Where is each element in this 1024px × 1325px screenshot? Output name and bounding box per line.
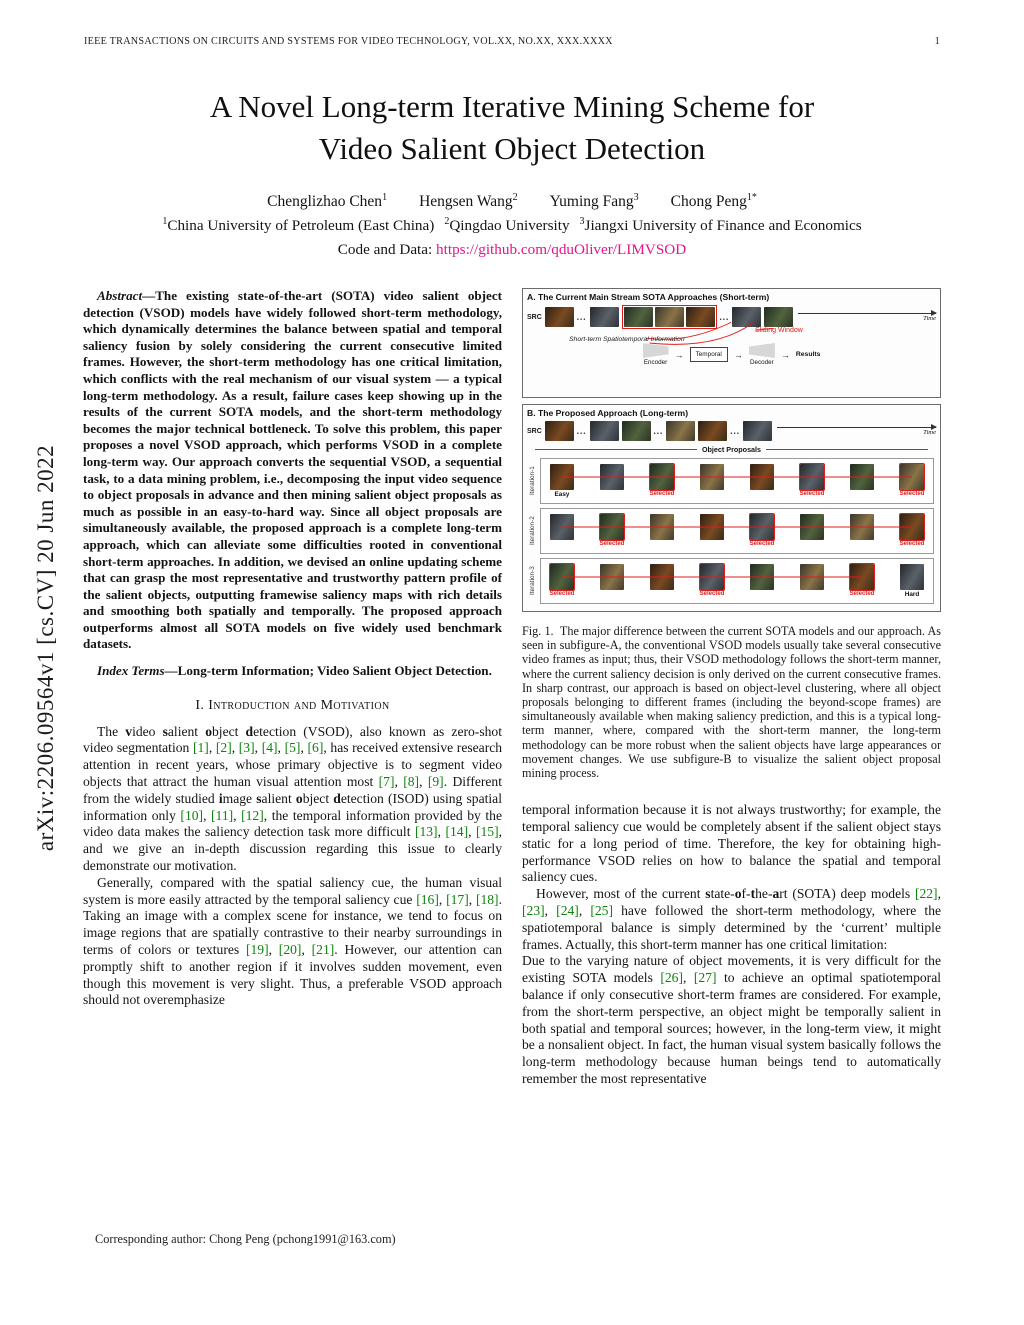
divider-line <box>766 449 928 450</box>
citation-link[interactable]: [15] <box>475 824 499 840</box>
figure-caption-text: The major difference between the current SOTA models and our approach. As seen in subfigure-A, the conventional VSOD models usually take several consecutive video frames as input; thus, their VSOD methodology follows the short-term manner, where the current saliency decision is only derived on the current consecutive frames. In sharp contrast, our approach is based on object-level clustering, where all object proposals belonging to different frames (including the beyond-scope frames) are simultaneously available when making saliency prediction, and this is a typical long-term manner, where, compared with the short-term manner, the long-term methodology can be more robust when the salient objects have large appearances or movement changes. We use subfigure-B to visualize the salient object proposal mining process. <box>522 624 941 781</box>
figure-caption-lead: Fig. 1. <box>522 624 554 638</box>
selected-label: Selected <box>899 491 925 497</box>
authors-line <box>60 192 964 211</box>
citation-link[interactable]: [26] <box>660 970 683 986</box>
right-arrow-icon: → <box>780 349 790 360</box>
figure-1 <box>522 288 941 612</box>
intro-paragraph-2: Generally, compared with the spatial saliency cue, the human visual system is more easily attracted by the temporal saliency cue [16], [17], [18]. Taking an image with a complex scene for instance, we tend to focus on image regions that are spatially contrastive to their nearby surroundings in terms of colors or textures [19], [20], [21]. However, our attention can promptly shift to another region if it involves sudden movement, even though this movement is very slight. Thus, a preferable VSOD approach should not overemphasize <box>83 874 502 1008</box>
video-frame-thumb <box>545 421 574 441</box>
citation-link[interactable]: [3] <box>238 740 255 756</box>
video-frame-thumb <box>686 307 715 327</box>
proposal-thumb <box>800 564 824 590</box>
selected-label: Selected <box>599 541 625 547</box>
panel-a-src-label: SRC <box>527 313 542 321</box>
affiliation: $^3$Jiangxi University of Finance and Economics <box>579 216 862 235</box>
proposal-thumb <box>600 564 624 590</box>
sliding-window-box <box>622 305 717 329</box>
paper-title-line1: A Novel Long-term Iterative Mining Scheme for <box>209 89 815 124</box>
arxiv-watermark: arXiv:2206.09564v1 [cs.CV] 20 Jun 2022 <box>33 444 58 852</box>
author-name: Yuming Fang$^3$ <box>549 192 639 211</box>
ellipsis: ... <box>730 426 741 436</box>
short-term-info-label: Short-term Spatiotemporal Information <box>569 336 685 343</box>
citation-link[interactable]: [18] <box>475 891 499 907</box>
iteration-label: Iteration-3 <box>529 566 536 596</box>
citation-link[interactable]: [2] <box>215 740 232 756</box>
proposal-thumb <box>899 514 925 547</box>
proposal-thumb <box>850 514 874 540</box>
code-label: Code and Data: <box>337 241 437 259</box>
video-frame-thumb <box>624 307 653 327</box>
proposal-thumb <box>700 464 724 490</box>
affiliation: $^1$China University of Petroleum (East China) <box>162 216 435 235</box>
panel-a-frame-row <box>527 305 936 329</box>
proposal-thumb <box>750 464 774 490</box>
page-number: 1 <box>934 36 940 47</box>
left-column <box>83 288 502 1263</box>
proposal-thumb <box>750 564 774 590</box>
panelB-iterations <box>527 458 936 604</box>
encoder-label: Encoder <box>643 359 668 366</box>
panel-b-title: B. The Proposed Approach (Long-term) <box>527 408 689 418</box>
proposal-thumb <box>549 564 575 597</box>
corresponding-author-footnote: Corresponding author: Chong Peng (pchong1991@163.com) <box>95 1232 396 1246</box>
iteration-box <box>540 558 934 604</box>
two-column-body <box>83 288 941 1263</box>
panelB-src-row <box>545 421 772 441</box>
difficulty-label: Easy <box>554 491 570 498</box>
paper-title-line2: Video Salient Object Detection <box>318 131 706 166</box>
panelA-src-row <box>545 305 794 329</box>
video-frame-thumb <box>764 307 793 327</box>
iteration-row <box>529 558 934 604</box>
video-frame-thumb <box>666 421 695 441</box>
video-frame-thumb <box>545 307 574 327</box>
author-name: Hengsen Wang$^2$ <box>419 192 518 211</box>
code-and-data-line <box>60 241 964 259</box>
time-arrow-icon <box>777 427 936 428</box>
video-frame-thumb <box>743 421 772 441</box>
divider-line <box>535 449 697 450</box>
citation-link[interactable]: [14] <box>445 824 469 840</box>
ellipsis: ... <box>719 312 730 322</box>
intro-paragraph-1: The video salient object detection (VSOD), also known as zero-shot video segmentation [1], [2], [3], [4], [5], [6], has received extensive research attention in recent years, whose primary objective is to segment video objects that attract the human visual attention most [7], [8], [9]. Different from the widely studied image salient object detection (ISOD) using spatial information only [10], [11], [12], the temporal information provided by the video data makes the saliency detection task more difficult [13], [14], [15], and we give an in-depth discussion regarding this issue to clearly demonstrate our motivation. <box>83 723 503 874</box>
results-label: Results <box>795 351 821 358</box>
proposal-thumb <box>899 464 925 497</box>
citation-link[interactable]: [23] <box>522 903 545 919</box>
video-frame-thumb <box>590 307 619 327</box>
sliding-window-label: Sliding Window <box>755 327 803 334</box>
proposal-thumb <box>550 514 574 540</box>
object-proposals-divider <box>535 445 928 454</box>
selected-label: Selected <box>649 491 675 497</box>
right-arrow-icon: → <box>733 349 743 360</box>
selected-label: Selected <box>899 541 925 547</box>
citation-link[interactable]: [8] <box>403 774 420 790</box>
iteration-box <box>540 508 934 554</box>
proposal-thumb <box>599 514 625 547</box>
code-link[interactable]: https://github.com/qduOliver/LIMVSOD <box>436 241 687 259</box>
right-arrow-icon: → <box>674 349 684 360</box>
figure-1-caption <box>522 624 941 780</box>
citation-link[interactable]: [1] <box>192 740 209 756</box>
time-axis <box>777 427 936 436</box>
citation-link[interactable]: [11] <box>211 807 234 823</box>
citation-link[interactable]: [25] <box>590 903 613 919</box>
panel-a-title: A. The Current Main Stream SOTA Approaches (Short-term) <box>527 292 770 302</box>
body-paragraph-limitation: Due to the varying nature of object movements, it is very difficult for the existing SOTA models [26], [27] to achieve an optimal spatiotemporal balance if only consecutive short-term frames are considered. For example, from the short-term perspective, an object might be temporally salient in both spatial and temporal sources; however, in the long-term view, it might be a nonsalient object. In fact, the human visual system basically follows the long-term methodology because human beings tend to automatically remember the most representative <box>522 953 942 1086</box>
proposal-thumb <box>850 464 874 490</box>
author-name: Chenglizhao Chen$^1$ <box>267 192 388 211</box>
video-frame-thumb <box>590 421 619 441</box>
object-proposals-label: Object Proposals <box>701 445 762 454</box>
citation-link[interactable]: [17] <box>446 891 469 907</box>
proposal-thumb <box>650 564 674 590</box>
proposal-thumb <box>800 514 824 540</box>
citation-link[interactable]: [7] <box>378 774 395 790</box>
selected-label: Selected <box>549 591 575 597</box>
citation-link[interactable]: [19] <box>245 942 269 958</box>
iteration-label: Iteration-2 <box>529 516 536 546</box>
selected-label: Selected <box>699 591 725 597</box>
temporal-box: Temporal <box>690 347 728 362</box>
ellipsis: ... <box>576 426 587 436</box>
running-header <box>84 36 940 47</box>
right-column <box>522 288 941 1263</box>
affiliations-line <box>60 216 964 235</box>
iteration-box <box>540 458 934 504</box>
proposal-thumb <box>650 514 674 540</box>
decoder-shape-icon <box>749 343 775 358</box>
citation-link[interactable]: [20] <box>278 942 302 958</box>
paper-title <box>60 86 964 170</box>
encoder-shape-icon <box>643 343 669 358</box>
selected-label: Selected <box>849 591 875 597</box>
abstract-text: —The existing state-of-the-art (SOTA) video salient object detection (VSOD) models have widely followed short-term methodology, which dynamically determines the balance between spatial and temporal saliency fusion by solely considering the current consecutive limited frames. However, the short-term methodology has one critical limitation, which conflicts with the real mechanism of our visual system — a typical long-term methodology. As a result, failure cases keep showing up in the results of the current SOTA models, and the short-term methodology becomes the major technical bottleneck. To solve this problem, this paper proposes a novel VSOD approach, which performs VSOD in a complete long-term way. Our approach converts the sequential VSOD, a sequential task, to a data mining problem, i.e., decomposing the input video sequence to object proposals in advance and then mining salient object proposals as much as possible in an easy-to-hard way. Since all object proposals are simultaneously available, the proposed approach is a complete long-term approach, which can alleviate some difficulties rooted in conventional short-term approaches. In addition, we devised an online updating scheme that can grasp the most representative and trustworthy pattern profile of the salient objects, outputting framewise saliency maps with rich details and smoothing both spatially and temporally. The proposed approach outperforms almost all SOTA models on five widely used benchmark datasets. <box>83 288 502 652</box>
proposal-thumb <box>600 464 624 490</box>
decoder-label: Decoder <box>749 359 774 366</box>
author-name: Chong Peng$^{1*}$ <box>670 192 757 211</box>
ellipsis: ... <box>653 426 664 436</box>
citation-link[interactable]: [13] <box>414 824 438 840</box>
citation-link[interactable]: [16] <box>416 891 439 907</box>
index-terms-lead: Index Terms <box>97 663 165 679</box>
citation-link[interactable]: [27] <box>693 970 717 986</box>
proposal-thumb <box>849 564 875 597</box>
time-arrow-icon <box>798 313 936 314</box>
proposal-thumb <box>799 464 825 497</box>
panel-a-pipeline <box>527 343 936 366</box>
proposal-thumb <box>550 464 574 498</box>
abstract-lead: Abstract <box>97 288 143 303</box>
video-frame-thumb <box>622 421 651 441</box>
encoder-block <box>643 343 669 366</box>
citation-link[interactable]: [10] <box>180 807 204 823</box>
iteration-row <box>529 508 934 554</box>
right-column-text <box>522 802 941 1088</box>
proposal-thumb <box>649 464 675 497</box>
citation-link[interactable]: [24] <box>556 903 579 919</box>
journal-title: IEEE TRANSACTIONS ON CIRCUITS AND SYSTEMS FOR VIDEO TECHNOLOGY, VOL.XX, NO.XX, XXX.XXXX <box>84 36 613 47</box>
figure-panel-b <box>522 404 941 612</box>
front-matter <box>60 86 964 259</box>
section-heading-introduction: I. Introduction and Motivation <box>195 697 390 713</box>
index-terms <box>83 663 502 680</box>
time-label: Time <box>923 314 936 322</box>
decoder-block <box>749 343 775 366</box>
panel-b-frame-row <box>527 421 936 441</box>
proposal-thumb <box>700 514 724 540</box>
abstract-paragraph <box>83 288 502 653</box>
citation-link[interactable]: [5] <box>284 740 301 756</box>
time-label: Time <box>923 428 936 436</box>
citation-link[interactable]: [6] <box>307 740 324 756</box>
selected-label: Selected <box>749 541 775 547</box>
iteration-label: Iteration-1 <box>529 466 536 496</box>
difficulty-label: Hard <box>904 591 920 598</box>
body-paragraph-sota: However, most of the current state-of-the-art (SOTA) deep models [22], [23], [24], [25] have followed the short-term methodology, where the spatiotemporal balance is simply determined by the ‘current’ multiple frames. Actually, this short-term manner has one critical limitation: <box>522 886 942 952</box>
citation-link[interactable]: [9] <box>427 774 444 790</box>
proposal-thumb <box>900 564 924 598</box>
figure-panel-a <box>522 288 941 398</box>
proposal-thumb <box>699 564 725 597</box>
ellipsis: ... <box>576 312 587 322</box>
proposal-thumb <box>749 514 775 547</box>
affiliation: $^2$Qingdao University <box>444 216 570 235</box>
citation-link[interactable]: [4] <box>261 740 278 756</box>
panel-b-src-label: SRC <box>527 427 542 435</box>
video-frame-thumb <box>732 307 761 327</box>
body-paragraph-continuation: temporal information because it is not always trustworthy; for example, the temporal saliency cue would be completely absent if the salient object stays static for a long period of time. Therefore, the key for obtaining high-performance VSOD relies on how to balance the spatial and temporal saliency cues. <box>522 802 941 885</box>
time-axis <box>798 313 936 322</box>
citation-link[interactable]: [12] <box>241 807 264 823</box>
video-frame-thumb <box>655 307 684 327</box>
iteration-row <box>529 458 934 504</box>
video-frame-thumb <box>698 421 727 441</box>
citation-link[interactable]: [22] <box>914 886 938 902</box>
index-terms-text: —Long-term Information; Video Salient Object Detection. <box>164 663 492 679</box>
selected-label: Selected <box>799 491 825 497</box>
citation-link[interactable]: [21] <box>311 942 335 958</box>
